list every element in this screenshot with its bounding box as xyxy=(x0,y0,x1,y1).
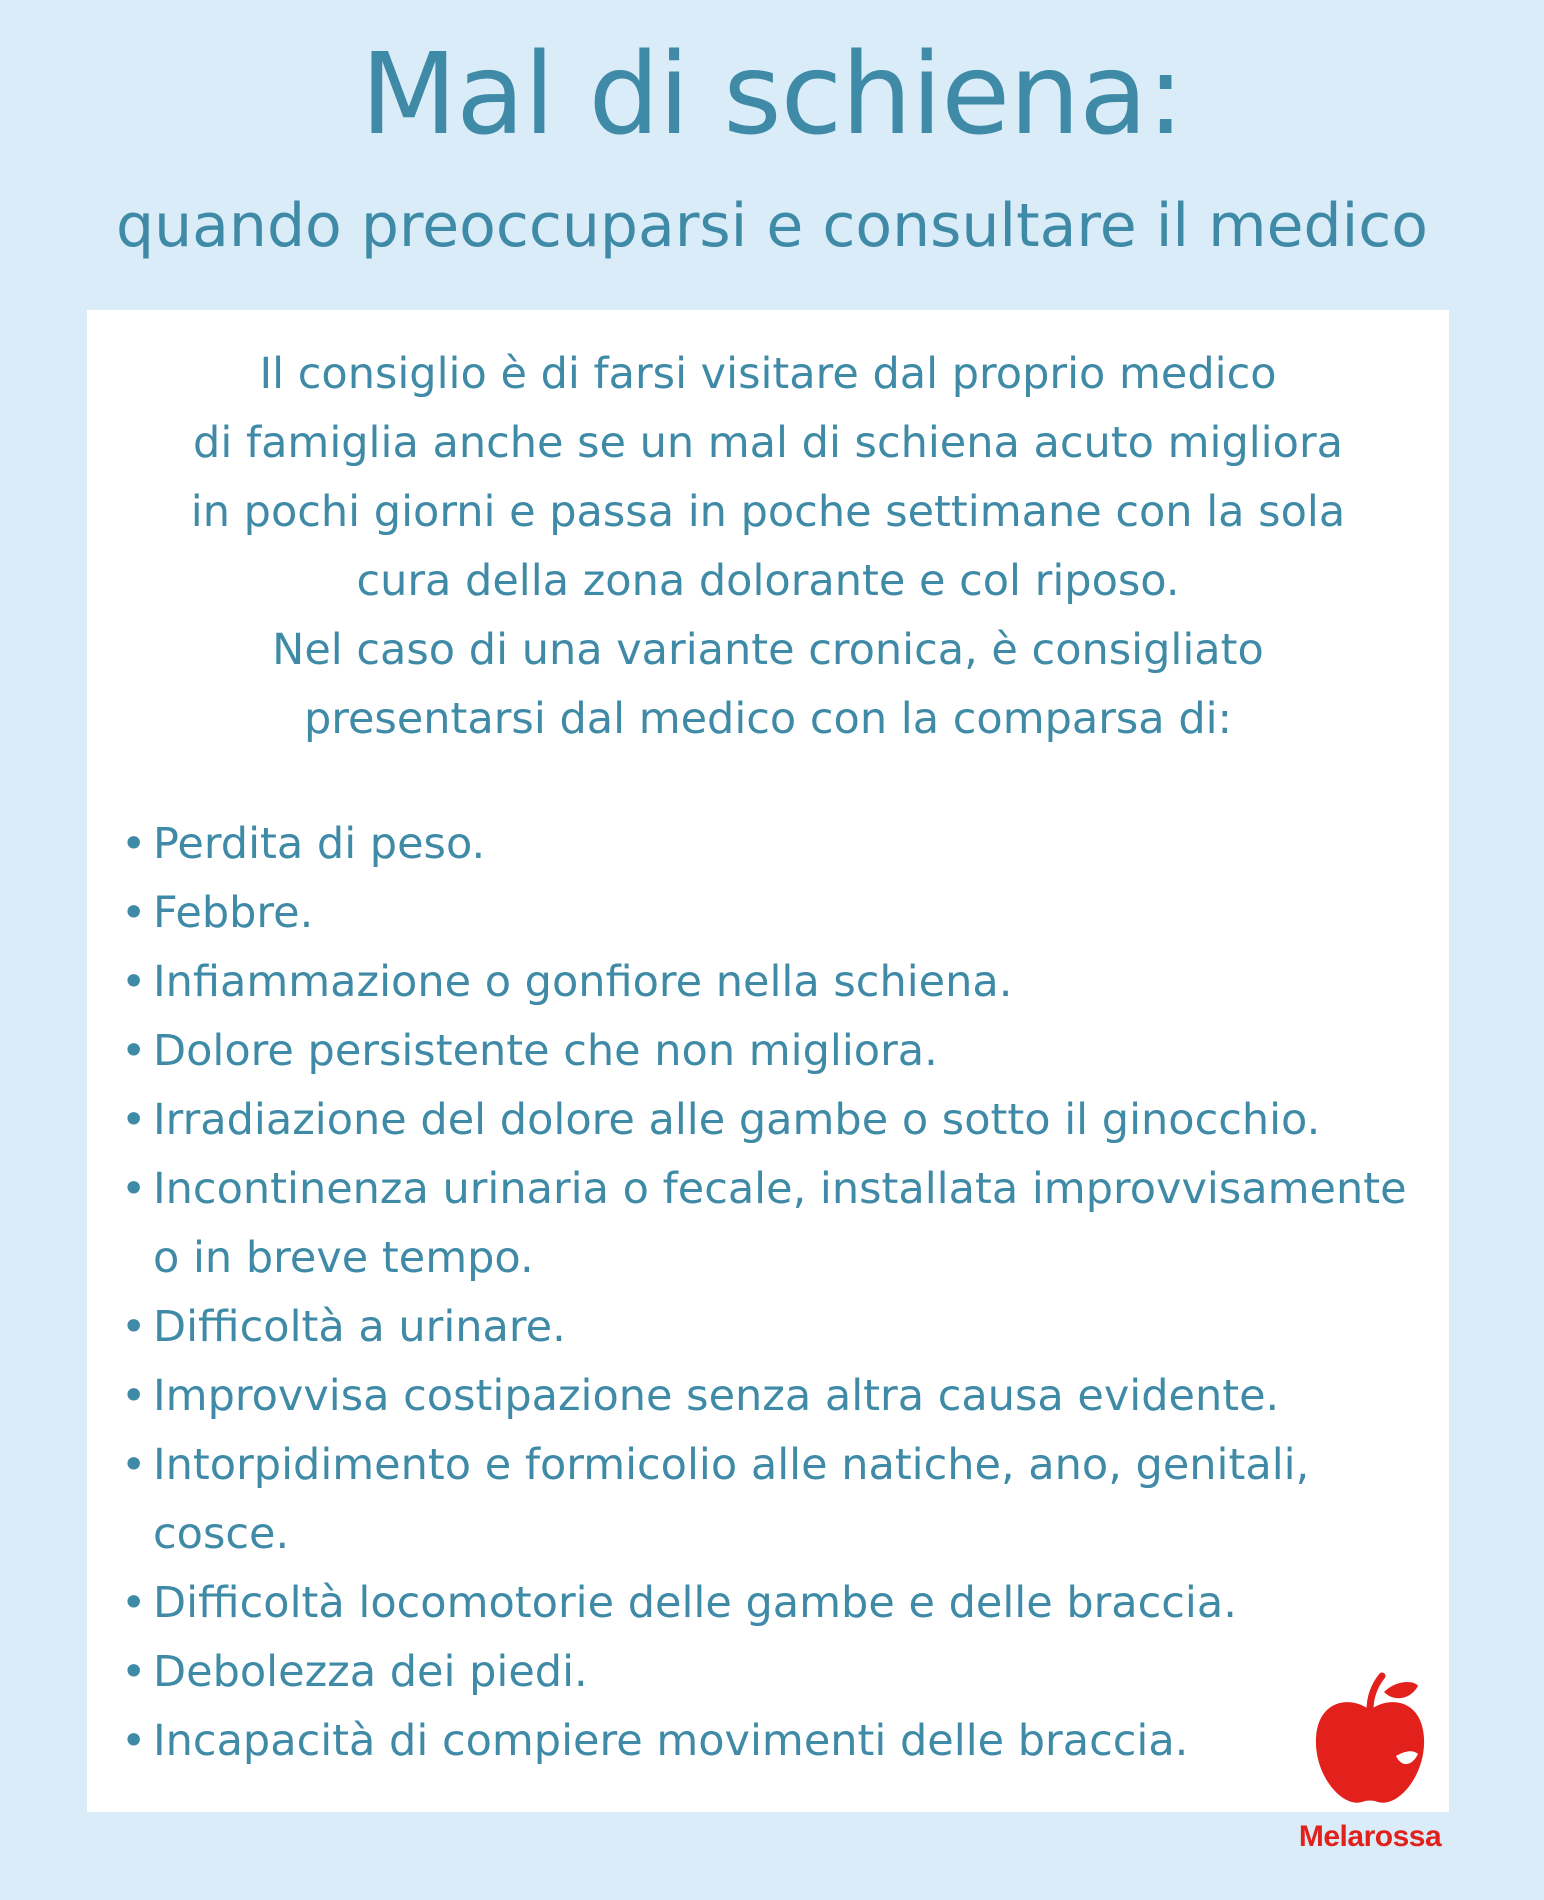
intro-line: di famiglia anche se un mal di schiena acuto migliora xyxy=(193,418,1343,468)
intro-line: Il consiglio è di farsi visitare dal proprio medico xyxy=(259,349,1277,399)
list-item: • Debolezza dei piedi. xyxy=(121,1638,1431,1707)
brand-name: Melarossa xyxy=(1298,1820,1442,1853)
intro-line: cura della zona dolorante e col riposo. xyxy=(356,556,1180,606)
page-subtitle: quando preoccuparsi e consultare il medico xyxy=(116,191,1428,261)
intro-line: in pochi giorni e passa in poche settimane con la sola xyxy=(190,487,1346,537)
intro-paragraph xyxy=(87,340,1449,754)
list-item: • Infiammazione o gonfiore nella schiena. xyxy=(121,948,1431,1017)
symptom-list xyxy=(121,810,1431,1776)
list-item: • Incapacità di compiere movimenti delle braccia. xyxy=(121,1707,1431,1776)
brand-logo xyxy=(1270,1670,1470,1870)
list-item: • Difficoltà locomotorie delle gambe e delle braccia. xyxy=(121,1569,1431,1638)
intro-line: presentarsi dal medico con la comparsa di: xyxy=(303,694,1233,744)
list-item: • Perdita di peso. xyxy=(121,810,1431,879)
content-card xyxy=(87,310,1449,1812)
list-item: • Intorpidimento e formicolio alle natiche, ano, genitali, cosce. xyxy=(121,1431,1431,1569)
intro-line: Nel caso di una variante cronica, è consigliato xyxy=(272,625,1264,675)
list-item: • Difficoltà a urinare. xyxy=(121,1293,1431,1362)
list-item: • Dolore persistente che non migliora. xyxy=(121,1017,1431,1086)
list-item: • Improvvisa costipazione senza altra causa evidente. xyxy=(121,1362,1431,1431)
list-item: • Febbre. xyxy=(121,879,1431,948)
list-item: • Irradiazione del dolore alle gambe o sotto il ginocchio. xyxy=(121,1086,1431,1155)
apple-icon xyxy=(1310,1670,1430,1810)
list-item: • Incontinenza urinaria o fecale, installata improvvisamente o in breve tempo. xyxy=(121,1155,1431,1293)
page-title: Mal di schiena: xyxy=(360,30,1184,160)
